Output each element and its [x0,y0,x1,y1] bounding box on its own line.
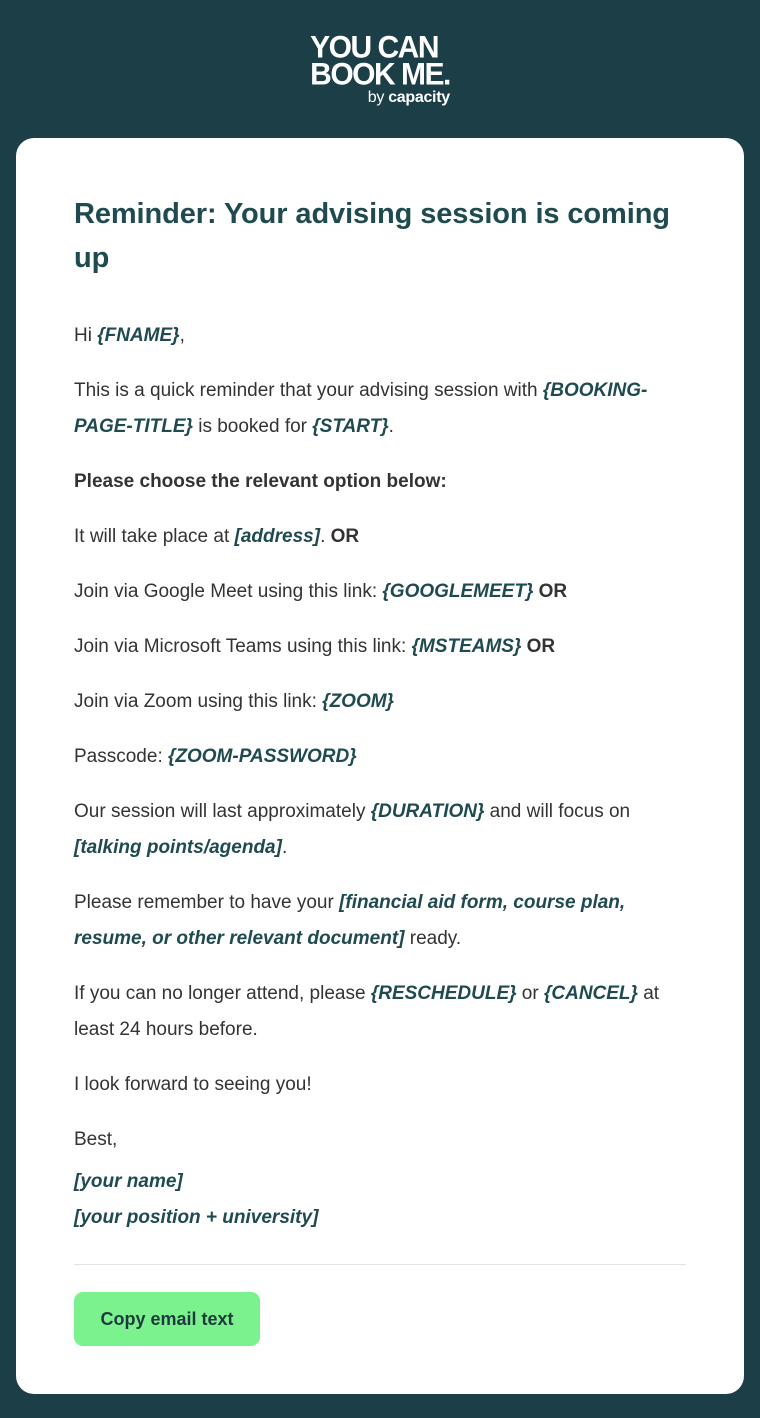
or-label: OR [330,526,360,547]
reschedule-paragraph: If you can no longer attend, please {RESCHEDULE} or {CANCEL} at least 24 hours before. [74,983,660,1040]
google-meet-line: Join via Google Meet using this link: {GOOGLEMEET} OR [74,581,568,602]
divider [74,1264,686,1265]
agenda-placeholder: [talking points/agenda] [74,837,282,858]
duration-paragraph: Our session will last approximately {DURATION} and will focus on [talking points/agenda]. [74,801,631,858]
duration-placeholder: {DURATION} [370,801,485,822]
or-label: OR [538,581,568,602]
closing-line: I look forward to seeing you! [74,1074,312,1095]
zoom-line: Join via Zoom using this link: {ZOOM} [74,691,394,712]
zoom-password-placeholder: {ZOOM-PASSWORD} [168,746,357,767]
booking-title-placeholder: {BOOKING-PAGE-TITLE} [74,380,648,437]
youcanbookme-logo [0,30,760,108]
start-placeholder: {START} [312,416,389,437]
address-placeholder: [address] [234,526,321,547]
intro-paragraph: This is a quick reminder that your advising session with {BOOKING-PAGE-TITLE} is booked for {START}. [74,380,648,437]
email-template-card [16,138,744,1394]
address-line: It will take place at [address]. OR [74,526,360,547]
or-label: OR [526,636,556,657]
fname-placeholder: {FNAME} [97,325,180,346]
googlemeet-placeholder: {GOOGLEMEET} [382,581,534,602]
passcode-line: Passcode: {ZOOM-PASSWORD} [74,746,357,767]
logo-byline: by capacity [367,89,450,106]
logo-line-2: BOOK ME. [310,57,450,92]
documents-paragraph: Please remember to have your [financial aid form, course plan, resume, or other relevant document] ready. [74,892,626,949]
copy-email-text-button[interactable]: Copy email text [74,1292,260,1346]
reschedule-placeholder: {RESCHEDULE} [370,983,517,1004]
logo-line-1: YOU CAN [310,30,438,65]
cancel-placeholder: {CANCEL} [543,983,638,1004]
choose-option-heading: Please choose the relevant option below: [74,471,447,492]
signoff: Best, [74,1129,118,1150]
email-body [74,192,686,1236]
signature-name: [your name] [74,1171,183,1192]
teams-line: Join via Microsoft Teams using this link: {MSTEAMS} OR [74,636,556,657]
greeting: Hi {FNAME}, [74,325,185,346]
header [0,0,760,138]
msteams-placeholder: {MSTEAMS} [411,636,522,657]
signature-position: [your position + university] [74,1207,319,1228]
documents-placeholder: [financial aid form, course plan, resume, or other relevant document] [74,892,626,949]
zoom-placeholder: {ZOOM} [322,691,394,712]
email-title: Reminder: Your advising session is coming up [74,198,670,274]
